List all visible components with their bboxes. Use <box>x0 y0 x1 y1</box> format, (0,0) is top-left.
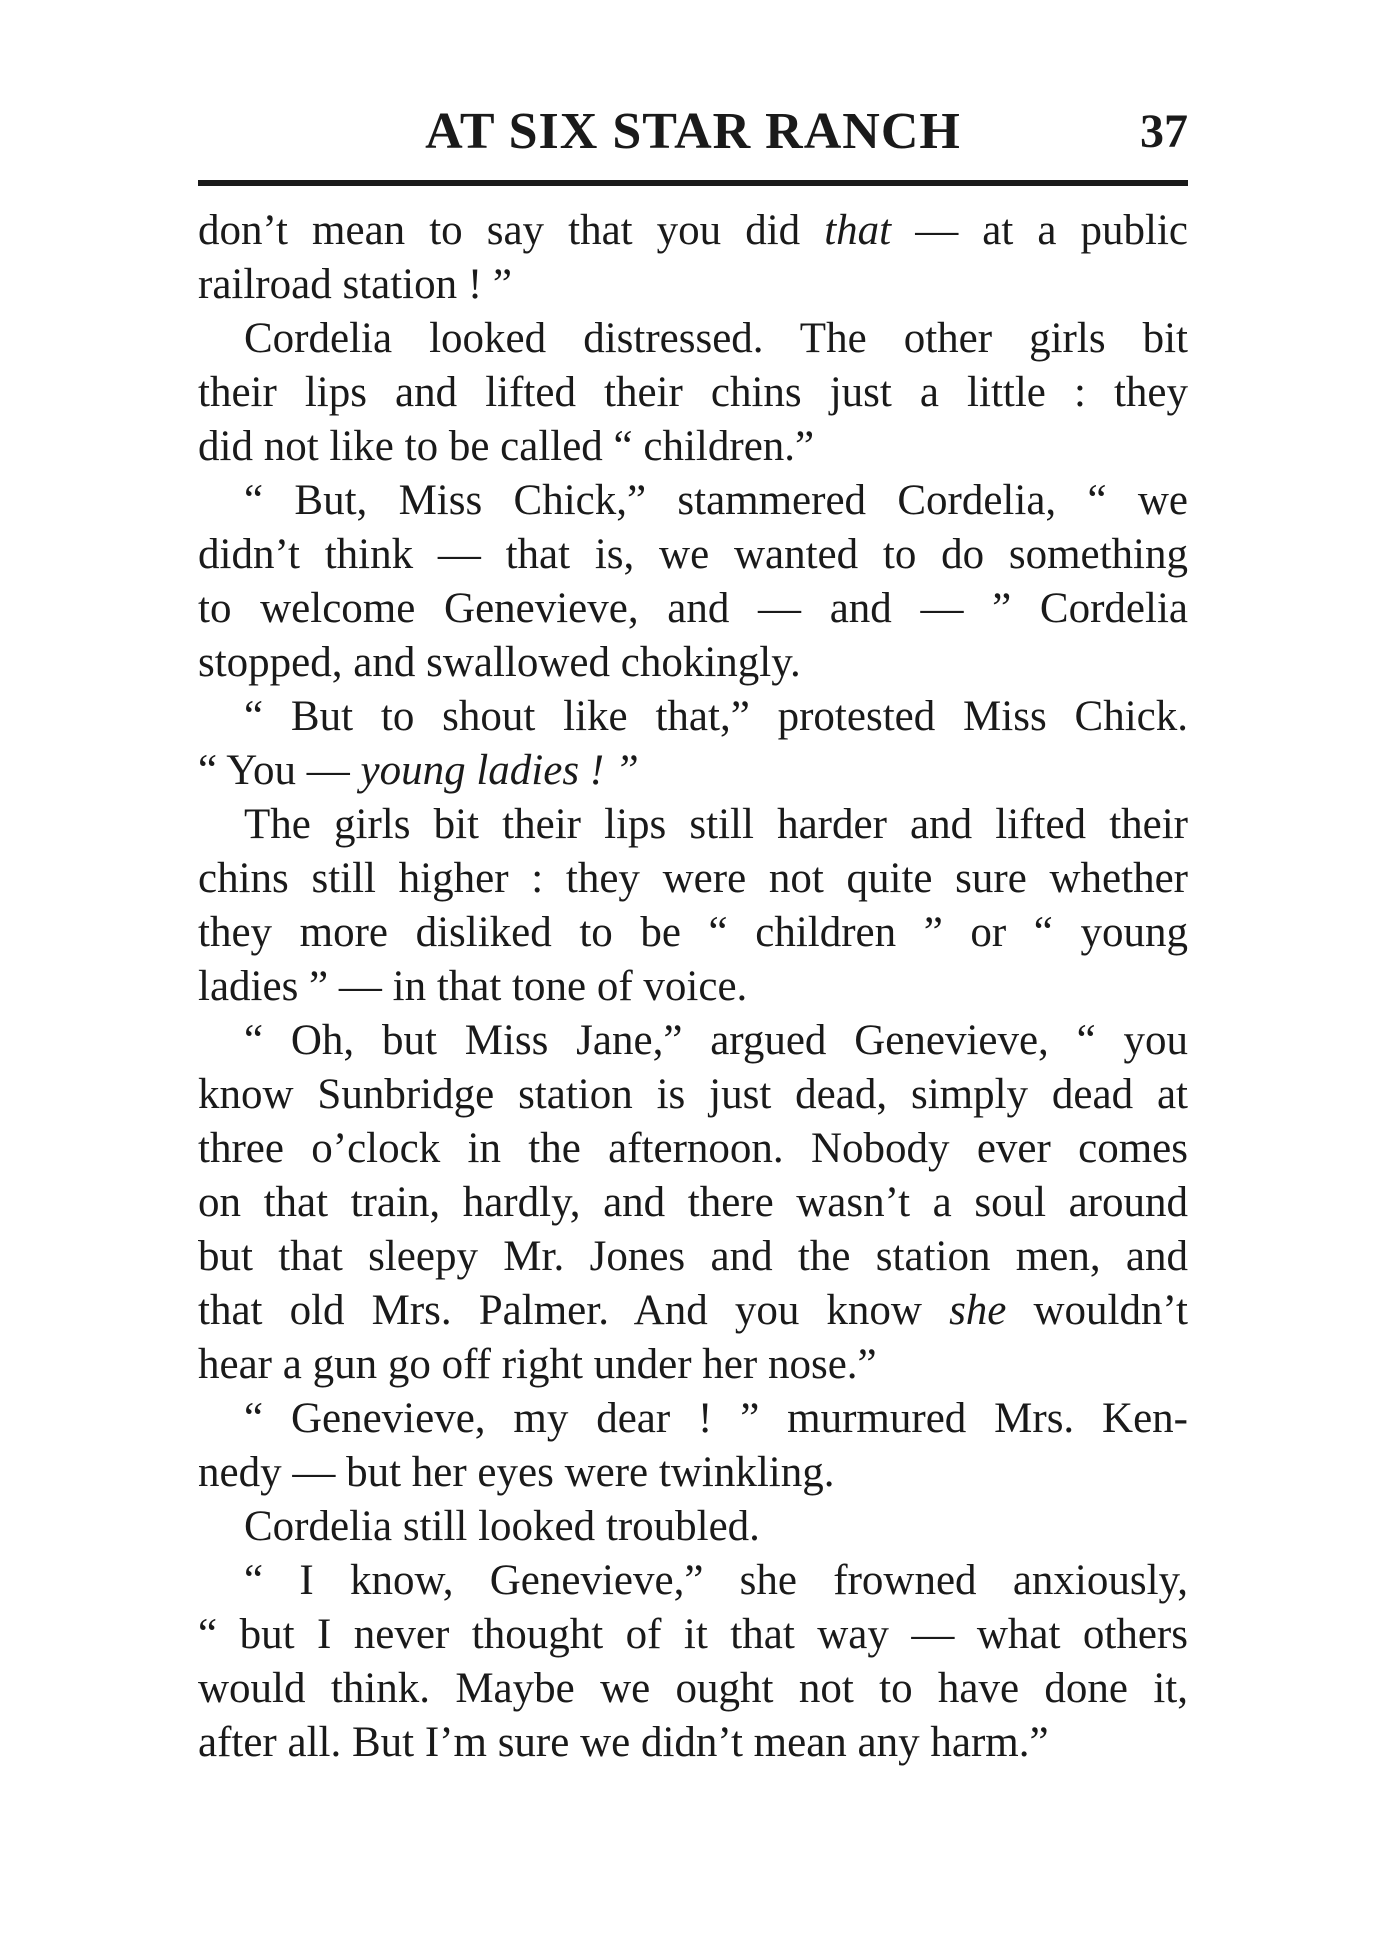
text-line: don’t mean to say that you did that — at a public <box>198 207 1188 254</box>
paragraph-line <box>198 366 1188 420</box>
paragraph-line <box>198 582 1188 636</box>
paragraph-line <box>198 744 1188 798</box>
text-line: Cordelia looked distressed. The other girls bit <box>244 315 1188 362</box>
paragraph <box>198 1554 1188 1608</box>
paragraph-line <box>198 906 1188 960</box>
paragraph-line <box>198 1608 1188 1662</box>
paragraph-line <box>198 528 1188 582</box>
text-line: after all. But I’m sure we didn’t mean any harm.” <box>198 1719 1049 1766</box>
text-line: would think. Maybe we ought not to have done it, <box>198 1665 1188 1712</box>
paragraph-line <box>198 420 1188 474</box>
paragraph <box>198 258 1188 312</box>
text-line: “ Oh, but Miss Jane,” argued Genevieve, “ you <box>244 1017 1188 1064</box>
text-line: railroad station ! ” <box>198 261 513 308</box>
paragraph-line <box>198 1338 1188 1392</box>
text-line: on that train, hardly, and there wasn’t a soul around <box>198 1179 1188 1226</box>
paragraph <box>198 1392 1188 1446</box>
paragraph <box>198 690 1188 744</box>
running-head <box>198 100 1188 170</box>
text-line: “ But, Miss Chick,” stammered Cordelia, “ we <box>244 477 1188 524</box>
text-line: did not like to be called “ children.” <box>198 423 815 470</box>
page-number: 37 <box>1140 105 1188 158</box>
text-line: that old Mrs. Palmer. And you know she wouldn’t <box>198 1287 1188 1334</box>
paragraph-line <box>198 1446 1188 1500</box>
paragraph-line <box>198 1230 1188 1284</box>
text-line: stopped, and swallowed chokingly. <box>198 639 801 686</box>
text-line: “ You — young ladies ! ” <box>198 747 639 794</box>
text-line: “ But to shout like that,” protested Miss Chick. <box>244 693 1188 740</box>
text-line: hear a gun go off right under her nose.” <box>198 1341 877 1388</box>
text-line: nedy — but her eyes were twinkling. <box>198 1449 835 1496</box>
paragraph-line <box>198 960 1188 1014</box>
text-line: “ but I never thought of it that way — what others <box>198 1611 1188 1658</box>
paragraph-line <box>198 636 1188 690</box>
text-line: chins still higher : they were not quite sure whether <box>198 855 1188 902</box>
text-line: The girls bit their lips still harder and lifted their <box>244 801 1188 848</box>
header-rule <box>198 180 1188 186</box>
paragraph-line <box>198 1068 1188 1122</box>
body-text <box>198 204 1188 1770</box>
paragraph <box>198 1014 1188 1068</box>
text-line: but that sleepy Mr. Jones and the station men, and <box>198 1233 1188 1280</box>
paragraph-line <box>198 1122 1188 1176</box>
paragraph <box>198 798 1188 852</box>
text-line: they more disliked to be “ children ” or “ young <box>198 909 1188 956</box>
text-line: know Sunbridge station is just dead, simply dead at <box>198 1071 1188 1118</box>
paragraph <box>198 312 1188 366</box>
paragraph-line <box>198 1716 1188 1770</box>
text-line: Cordelia still looked troubled. <box>244 1503 760 1550</box>
paragraph-line <box>198 1284 1188 1338</box>
text-line: three o’clock in the afternoon. Nobody ever comes <box>198 1125 1188 1172</box>
paragraph <box>198 1500 1188 1554</box>
text-line: ladies ” — in that tone of voice. <box>198 963 748 1010</box>
running-title: AT SIX STAR RANCH <box>425 103 961 160</box>
paragraph-line <box>198 1662 1188 1716</box>
paragraph-line <box>198 1176 1188 1230</box>
paragraph <box>198 204 1188 258</box>
text-line: didn’t think — that is, we wanted to do something <box>198 531 1188 578</box>
text-line: to welcome Genevieve, and — and — ” Cordelia <box>198 585 1188 632</box>
paragraph <box>198 474 1188 528</box>
text-line: “ Genevieve, my dear ! ” murmured Mrs. Ken- <box>244 1395 1188 1442</box>
text-line: their lips and lifted their chins just a little : they <box>198 369 1188 416</box>
paragraph-line <box>198 852 1188 906</box>
text-line: “ I know, Genevieve,” she frowned anxiously, <box>244 1557 1188 1604</box>
